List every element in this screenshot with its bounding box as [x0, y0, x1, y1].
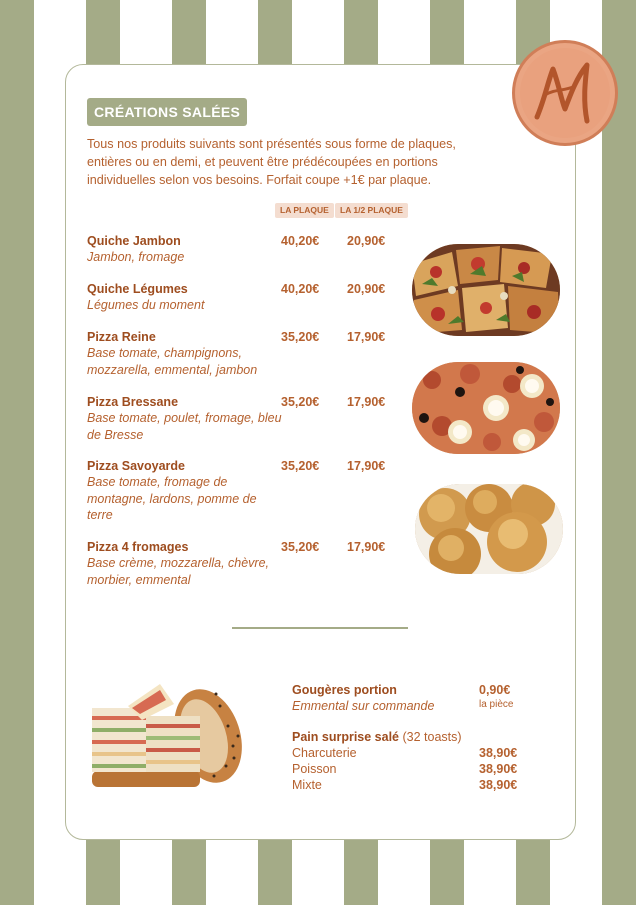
menu-item — [87, 281, 417, 314]
option-label: Poisson — [292, 762, 337, 776]
pain-surprise-photo — [88, 676, 258, 796]
gougeres-title: Gougères portion — [292, 683, 397, 697]
pizza-photo — [412, 362, 560, 454]
item-price-full: 35,20€ — [281, 330, 320, 344]
menu-item — [87, 394, 417, 443]
quiche-photo — [412, 244, 560, 336]
option-label: Charcuterie — [292, 746, 357, 760]
item-name: Quiche Légumes — [87, 282, 188, 296]
section-title: CRÉATIONS SALÉES — [87, 98, 247, 126]
menu-item — [87, 539, 417, 588]
item-price-half: 17,90€ — [347, 330, 386, 344]
item-price-half: 20,90€ — [347, 234, 386, 248]
item-description: Légumes du moment — [87, 298, 205, 312]
option-price: 38,90€ — [479, 778, 518, 792]
item-price-half: 20,90€ — [347, 282, 386, 296]
column-header-full: LA PLAQUE — [275, 203, 334, 218]
item-price-full: 35,20€ — [281, 459, 320, 473]
item-name: Pizza Savoyarde — [87, 459, 185, 473]
item-description: Base tomate, fromage de montagne, lardons, pomme de terre — [87, 475, 257, 522]
item-price-half: 17,90€ — [347, 540, 386, 554]
option-price: 38,90€ — [479, 762, 518, 776]
section-intro: Tous nos produits suivants sont présentés sous forme de plaques, entières ou en demi, et peuvent être prédécoupées en portions individuelles selon vos besoins. Forfait coupe +1€ par plaque. — [87, 137, 456, 187]
column-header-half: LA 1/2 PLAQUE — [335, 203, 408, 218]
item-description: Base tomate, champignons, mozzarella, emmental, jambon — [87, 346, 258, 377]
menu-item — [87, 458, 417, 524]
item-description: Base tomate, poulet, fromage, bleu de Bresse — [87, 411, 282, 442]
item-price-full: 35,20€ — [281, 540, 320, 554]
item-price-full: 40,20€ — [281, 282, 320, 296]
item-price-full: 40,20€ — [281, 234, 320, 248]
item-description: Base crème, mozzarella, chèvre, morbier, emmental — [87, 556, 270, 587]
gougeres-name — [292, 682, 434, 714]
menu-item — [87, 329, 417, 378]
pain-surprise-heading — [292, 729, 462, 745]
gougeres-price: 0,90€ — [479, 683, 511, 697]
section-divider — [232, 627, 408, 629]
pain-surprise-title: Pain surprise salé — [292, 730, 400, 744]
item-price-full: 35,20€ — [281, 395, 320, 409]
item-name: Pizza Bressane — [87, 395, 179, 409]
item-name: Pizza 4 fromages — [87, 540, 189, 554]
option-label: Mixte — [292, 778, 322, 792]
item-name: Pizza Reine — [87, 330, 156, 344]
item-price-half: 17,90€ — [347, 395, 386, 409]
item-description: Jambon, fromage — [87, 250, 185, 264]
brand-logo — [512, 40, 618, 146]
item-price-half: 17,90€ — [347, 459, 386, 473]
pain-surprise-count: (32 toasts) — [402, 730, 462, 744]
menu-item — [87, 233, 417, 266]
option-price: 38,90€ — [479, 746, 518, 760]
gougeres-photo — [415, 484, 563, 574]
item-name: Quiche Jambon — [87, 234, 181, 248]
logo-monogram-icon — [515, 43, 615, 143]
gougeres-description: Emmental sur commande — [292, 699, 435, 713]
gougeres-unit: la pièce — [479, 699, 514, 710]
